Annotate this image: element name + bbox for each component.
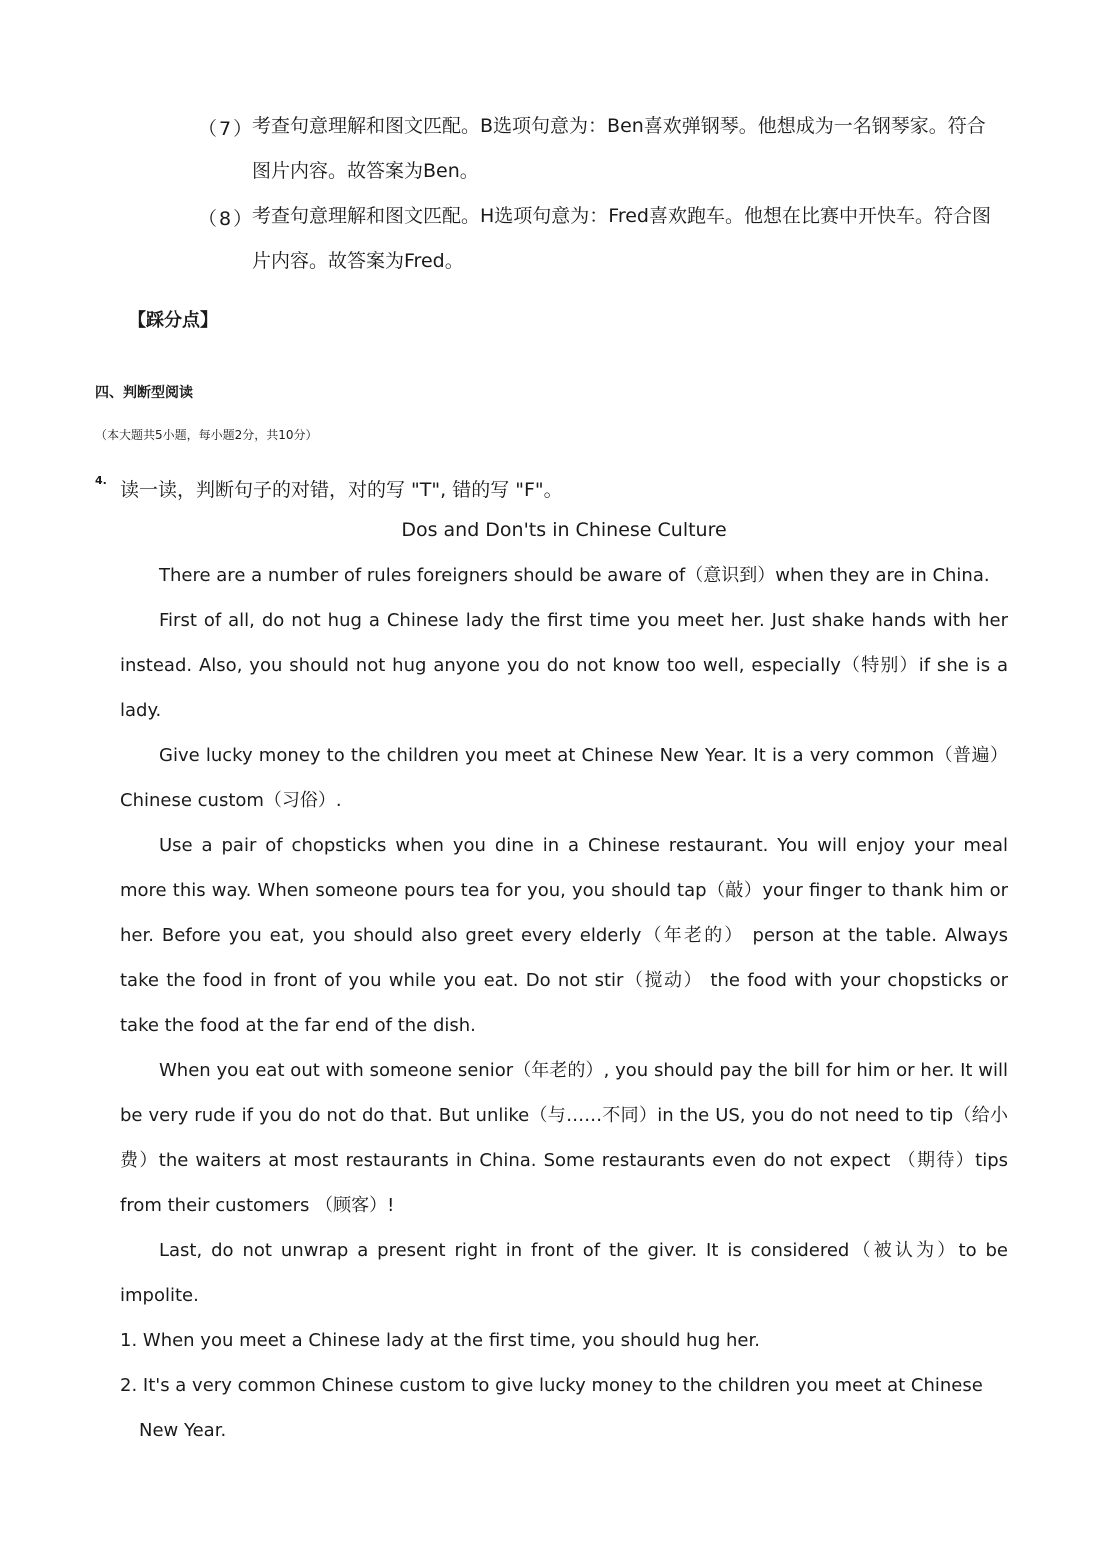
passage-paragraph: Give lucky money to the children you meet at Chinese New Year. It is a very common（普遍）Chinese custom（习俗）. [120,745,1008,811]
passage-paragraph: Use a pair of chopsticks when you dine in a Chinese restaurant. You will enjoy your meal more this way. When someone pours tea for you, you should tap（敲）your finger to thank him or her. Before you eat, you should also greet every elderly（年老的） person at the table. Always take the food in front of you while you eat. Do not stir（搅动） the food with your chopsticks or take the food at the far end of the dish. [120,835,1008,1036]
section-title: 四、判断型阅读 [95,385,193,401]
answer-7-text: 考查句意理解和图文匹配。B选项句意为：Ben喜欢弹钢琴。他想成为一名钢琴家。符合图片内容。故答案为Ben。 [252,115,986,182]
answer-8-number: （8） [198,208,255,230]
question-number: 4. [95,474,107,487]
question-instruction: 读一读，判断句子的对错，对的写 "T", 错的写 "F"。 [120,479,563,501]
statement-1: 1. When you meet a Chinese lady at the first time, you should hug her. [120,1330,760,1351]
passage-title: Dos and Don'ts in Chinese Culture [401,519,727,541]
passage-paragraph: When you eat out with someone senior（年老的）, you should pay the bill for him or her. It will be very rude if you do not do that. But unlike（与……不同）in the US, you do not need to tip（给小费）the waiters at most restaurants in China. Some restaurants even do not expect （期待）tips from their customers （顾客）! [120,1060,1008,1216]
passage-body [0,553,1102,1453]
passage-paragraph: Last, do not unwrap a present right in front of the giver. It is considered（被认为）to be impolite. [120,1240,1008,1306]
statement-2: 2. It's a very common Chinese custom to give lucky money to the children you meet at Chinese New Year. [120,1375,983,1441]
section-note: （本大题共5小题，每小题2分，共10分） [95,428,318,442]
passage-paragraph: First of all, do not hug a Chinese lady the first time you meet her. Just shake hands with her instead. Also, you should not hug anyone you do not know too well, especially（特别）if she is a lady. [120,610,1008,721]
answer-7-number: （7） [198,118,255,140]
answer-8-text: 考查句意理解和图文匹配。H选项句意为：Fred喜欢跑车。他想在比赛中开快车。符合图片内容。故答案为Fred。 [252,205,991,272]
pitfall-heading: 【踩分点】 [128,310,218,331]
passage-paragraph: There are a number of rules foreigners should be aware of（意识到）when they are in China. [159,565,990,586]
